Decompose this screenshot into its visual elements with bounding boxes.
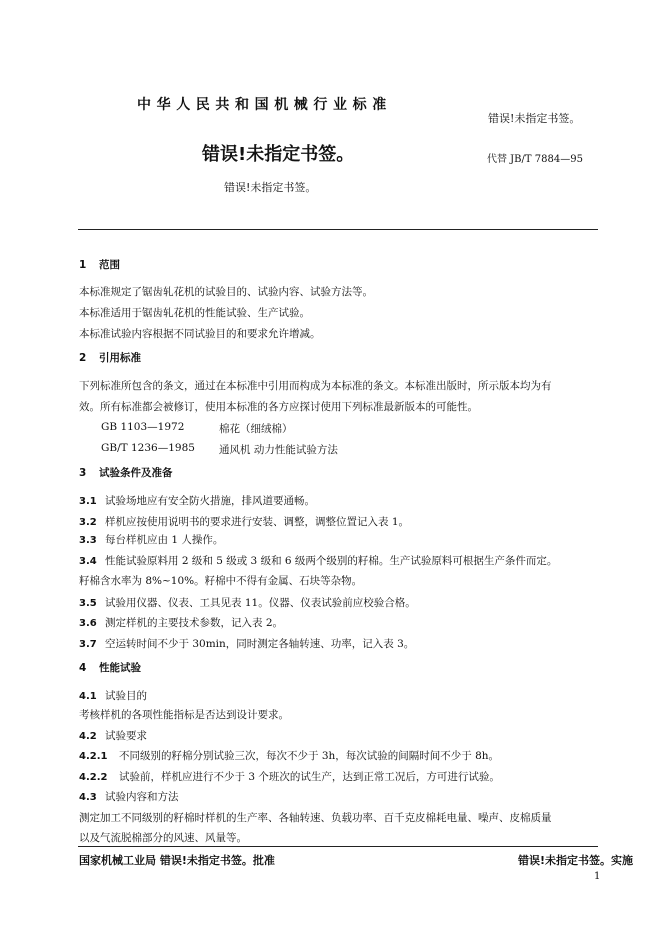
clause	[79, 553, 557, 568]
section-title: 引用标准	[99, 352, 141, 364]
reference-code: GB 1103—1972	[101, 421, 185, 433]
clause	[79, 728, 147, 743]
approval-authority: 国家机械工业局 错误!未指定书签。批准	[79, 854, 275, 867]
section-1-line: 本标准试验内容根据不同试验目的和要求允许增减。	[79, 328, 321, 340]
clause-text: 样机应按使用说明书的要求进行安装、调整，调整位置记入表 1。	[105, 516, 410, 528]
clause	[79, 769, 500, 784]
footer-divider	[78, 846, 598, 847]
clause-text: 试验用仪器、仪表、工具见表 11。仪器、仪表试验前应校验合格。	[105, 597, 416, 609]
section-number: 3	[79, 467, 87, 479]
clause	[79, 595, 416, 610]
section-3-heading	[79, 465, 173, 480]
section-title: 范围	[99, 259, 120, 271]
clause-text: 性能试验原料用 2 级和 5 级或 3 级和 6 级两个级别的籽棉。生产试验原料可根据生产条件而定。	[105, 555, 558, 567]
clause-continuation: 籽棉含水率为 8%~10%。籽棉中不得有金属、石块等杂物。	[79, 575, 363, 587]
clause-text: 不同级别的籽棉分别试验三次，每次不少于 3h，每次试验的间隔时间不少于 8h。	[119, 750, 500, 762]
clause	[79, 532, 223, 547]
clause-text: 试验内容和方法	[105, 791, 179, 803]
clause	[79, 688, 147, 703]
header-divider	[78, 229, 598, 230]
clause-number: 4.2	[79, 731, 97, 742]
bookmark-error-right: 错误!未指定书签。	[488, 112, 581, 125]
section-1-line: 本标准规定了锯齿轧花机的试验目的、试验内容、试验方法等。	[79, 286, 373, 298]
section-2-line: 下列标准所包含的条文，通过在本标准中引用而构成为本标准的条文。本标准出版时，所示版本均为有	[79, 380, 552, 392]
section-number: 4	[79, 662, 87, 674]
clause-number: 3.1	[79, 496, 97, 507]
replaces-standard: 代替 JB/T 7884—95	[487, 154, 583, 165]
section-title: 性能试验	[99, 662, 141, 674]
clause	[79, 514, 409, 529]
clause-body: 测定加工不同级别的籽棉时样机的生产率、各轴转速、负载功率、百千克皮棉耗电量、噪声、皮棉质量	[79, 812, 552, 824]
clause	[79, 789, 179, 804]
reference-name: 棉花（细绒棉）	[219, 423, 293, 435]
clause-text: 试验要求	[105, 730, 147, 742]
section-title: 试验条件及准备	[99, 467, 173, 479]
clause-body: 考核样机的各项性能指标是否达到设计要求。	[79, 709, 289, 721]
clause-number: 4.2.2	[79, 772, 108, 783]
clause-number: 3.4	[79, 556, 97, 567]
clause-text: 每台样机应由 1 人操作。	[105, 534, 224, 546]
page-number: 1	[594, 871, 601, 882]
reference-code: GB/T 1236—1985	[101, 442, 195, 454]
clause-text: 试验前，样机应进行不少于 3 个班次的试生产，达到正常工况后，方可进行试验。	[119, 771, 500, 783]
section-number: 2	[79, 352, 87, 364]
implementation-date: 错误!未指定书签。实施	[518, 854, 634, 867]
section-1-line: 本标准适用于锯齿轧花机的性能试验、生产试验。	[79, 307, 310, 319]
section-2-line: 效。所有标准都会被修订，使用本标准的各方应探讨使用下列标准最新版本的可能性。	[79, 401, 478, 413]
clause-number: 4.1	[79, 691, 97, 702]
clause-number: 3.6	[79, 618, 97, 629]
clause	[79, 636, 414, 651]
clause-number: 3.7	[79, 639, 97, 650]
clause-body: 以及气流脱棉部分的风速、风量等。	[79, 832, 247, 844]
clause-text: 试验目的	[105, 690, 147, 702]
clause-text: 测定样机的主要技术参数，记入表 2。	[105, 617, 284, 629]
clause-text: 空运转时间不少于 30min，同时测定各轴转速、功率，记入表 3。	[105, 638, 415, 650]
document-title: 错误!未指定书签。	[202, 144, 355, 165]
clause-number: 4.2.1	[79, 751, 108, 762]
reference-name: 通风机 动力性能试验方法	[219, 444, 338, 456]
clause-number: 3.2	[79, 517, 97, 528]
standard-title: 中华人民共和国机械行业标准	[137, 97, 392, 113]
section-2-heading	[79, 350, 141, 365]
clause	[79, 615, 283, 630]
clause	[79, 493, 315, 508]
section-1-heading	[79, 257, 120, 272]
clause	[79, 748, 499, 763]
section-4-heading	[79, 660, 141, 675]
clause-number: 3.3	[79, 535, 97, 546]
clause-text: 试验场地应有安全防火措施，排风道要通畅。	[105, 495, 315, 507]
section-number: 1	[79, 259, 87, 271]
clause-number: 4.3	[79, 792, 97, 803]
document-subtitle: 错误!未指定书签。	[224, 181, 317, 194]
clause-number: 3.5	[79, 598, 97, 609]
